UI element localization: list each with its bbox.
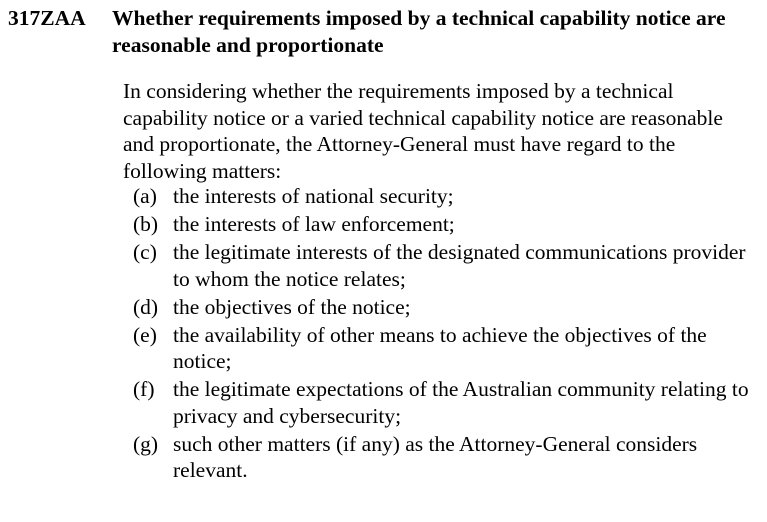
list-item <box>133 322 753 375</box>
list-item <box>133 294 753 321</box>
list-item <box>133 183 753 210</box>
item-text: the interests of law enforcement; <box>173 212 455 236</box>
item-label: (a) <box>133 184 157 208</box>
item-label: (g) <box>133 431 159 456</box>
list-item <box>133 376 753 429</box>
item-label: (e) <box>133 322 157 347</box>
item-label: (b) <box>133 212 159 236</box>
list-item <box>133 239 753 292</box>
matters-list <box>133 183 753 485</box>
list-item <box>133 211 753 238</box>
item-text: the objectives of the notice; <box>173 294 411 319</box>
item-text: the legitimate expectations of the Australian community relating to privacy and cybersecurity; <box>173 377 749 428</box>
list-item <box>133 431 753 484</box>
item-label: (f) <box>133 377 155 401</box>
item-text: the interests of national security; <box>173 184 454 208</box>
item-text: the availability of other means to achieve the objectives of the notice; <box>173 322 707 373</box>
item-label: (d) <box>133 294 159 319</box>
section-intro-paragraph: In considering whether the requirements imposed by a technical capability notice or a varied technical capability notice are reasonable and proportionate, the Attorney-General must have regard to the following matters: <box>123 79 723 183</box>
section-number: 317ZAA <box>8 6 86 30</box>
item-text: such other matters (if any) as the Attorney-General considers relevant. <box>173 431 698 482</box>
item-text: the legitimate interests of the designated communications provider to whom the notice relates; <box>173 240 746 291</box>
item-label: (c) <box>133 240 157 264</box>
section-title: Whether requirements imposed by a technical capability notice are reasonable and proportionate <box>112 6 726 57</box>
